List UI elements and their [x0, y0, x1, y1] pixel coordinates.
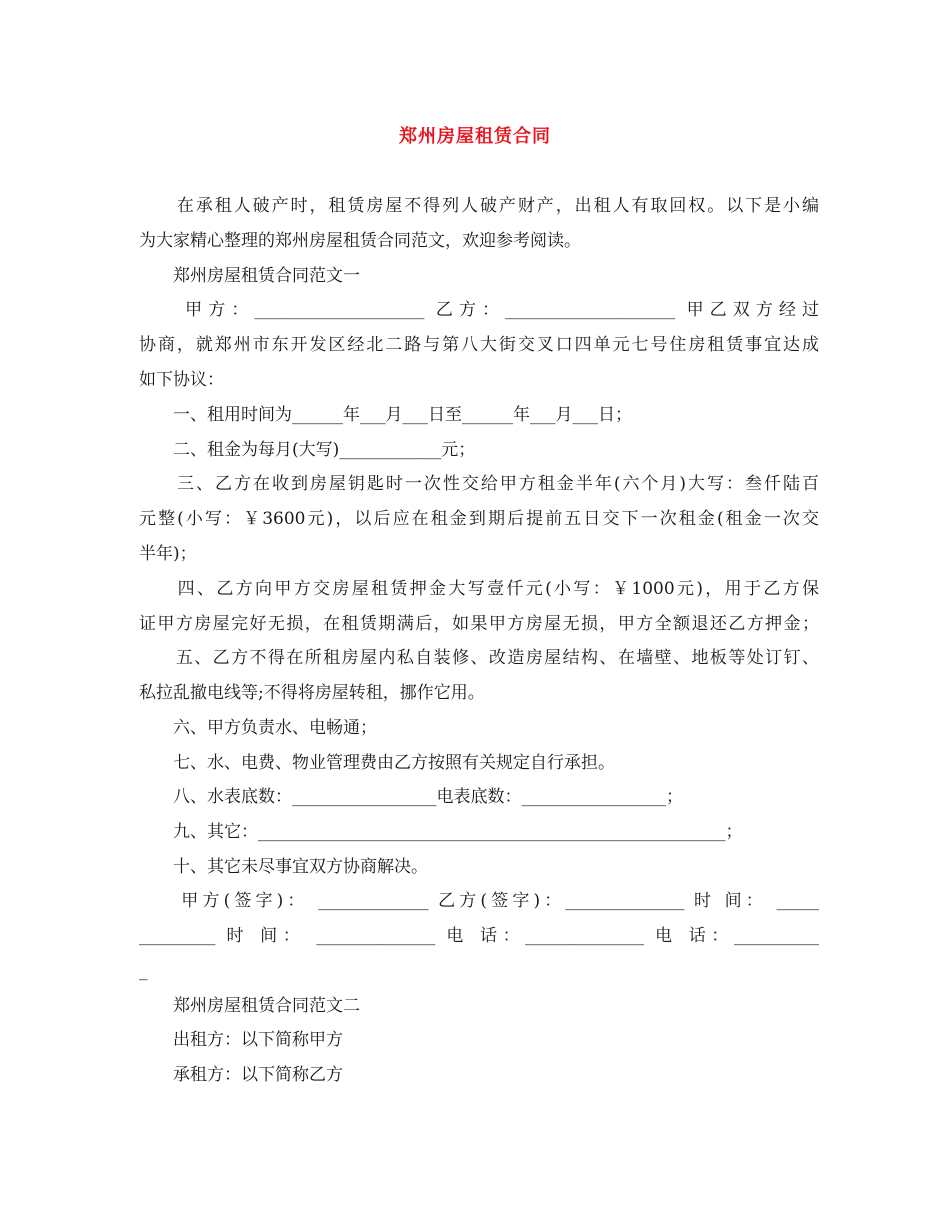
clause-line: 四、乙方向甲方交房屋租赁押金大写壹仟元(小写：￥1000元)，用于乙方保 [139, 579, 819, 599]
paragraph-line: 如下协议： [139, 370, 224, 390]
clause-line: 二、租金为每月(大写)____________元； [139, 440, 476, 460]
clause-line: 七、水、电费、物业管理费由乙方按照有关规定自行承担。 [139, 753, 615, 773]
paragraph-line: 为大家精心整理的郑州房屋租赁合同范文，欢迎参考阅读。 [139, 231, 581, 251]
clause-line: 私拉乱撤电线等;不得将房屋转租，挪作它用。 [139, 683, 485, 703]
paragraph-line: 承租方：以下简称乙方 [139, 1065, 343, 1085]
signature-line: _ [139, 961, 148, 981]
clause-line: 十、其它未尽事宜双方协商解决。 [139, 857, 428, 877]
paragraph-line: 协商，就郑州市东开发区经北二路与第八大街交叉口四单元七号住房租赁事宜达成 [139, 335, 819, 355]
section-heading: 郑州房屋租赁合同范文二 [139, 996, 360, 1016]
paragraph-line: 在承租人破产时，租赁房屋不得列人破产财产，出租人有取回权。以下是小编 [139, 196, 819, 216]
clause-line: 半年)； [139, 544, 197, 564]
section-heading: 郑州房屋租赁合同范文一 [139, 266, 360, 286]
clause-line: 九、其它：_______________________________________________________； [139, 822, 743, 842]
clause-line: 一、租用时间为______年___月___日至______年___月___日； [139, 405, 632, 425]
clause-line: 证甲方房屋完好无损，在租赁期满后，如果甲方房屋无损，甲方全额退还乙方押金； [139, 614, 819, 634]
paragraph-line: 出租方：以下简称甲方 [139, 1030, 343, 1050]
clause-line: 五、乙方不得在所租房屋内私自装修、改造房屋结构、在墙壁、地板等处订钉、 [139, 648, 819, 668]
signature-line: 甲方(签字)： _____________ 乙方(签字)：______________ 时 间： _____ [139, 891, 819, 911]
document-title: 郑州房屋租赁合同 [399, 126, 551, 147]
paragraph-line: 甲方：____________________ 乙方：____________________ 甲乙双方经过 [139, 300, 819, 320]
signature-line: _________ 时 间： ______________ 电 话：______________ 电 话：__________ [139, 926, 819, 946]
clause-line: 元整(小写：￥3600元)，以后应在租金到期后提前五日交下一次租金(租金一次交 [139, 509, 819, 529]
clause-line: 八、水表底数：_________________电表底数：_________________； [139, 787, 683, 807]
clause-line: 六、甲方负责水、电畅通； [139, 718, 377, 738]
clause-line: 三、乙方在收到房屋钥匙时一次性交给甲方租金半年(六个月)大写：叁仟陆百 [139, 474, 819, 494]
